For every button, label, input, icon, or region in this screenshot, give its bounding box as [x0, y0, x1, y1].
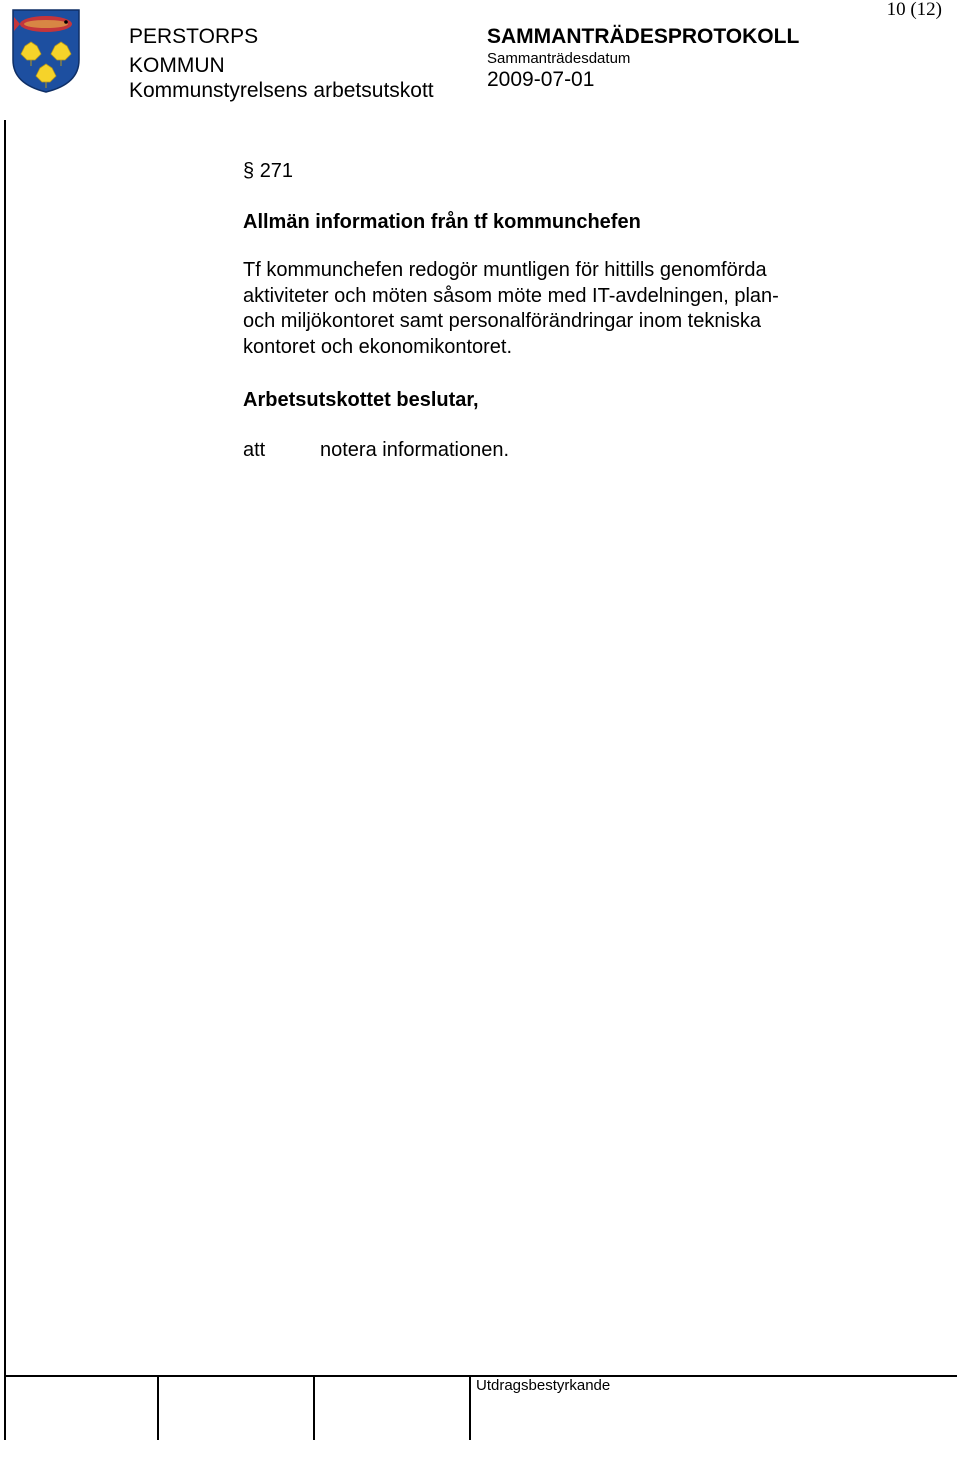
body-line: kontoret och ekonomikontoret.: [243, 335, 513, 358]
section-body: [243, 258, 883, 360]
meeting-date: 2009-07-01: [487, 68, 595, 91]
decision-att: att: [243, 439, 266, 461]
section-number: [243, 157, 293, 185]
extract-certification-label: Utdragsbestyrkande: [476, 1377, 611, 1394]
body-line: Tf kommunchefen redogör muntligen för hittills genomförda: [243, 259, 767, 281]
municipal-coat-of-arms-icon: [11, 8, 81, 94]
municipality-name-line2: KOMMUN: [129, 54, 225, 77]
left-margin-rule: [4, 120, 6, 1440]
document-title: SAMMANTRÄDESPROTOKOLL: [487, 25, 800, 48]
municipality-name: PERSTORPS: [129, 25, 259, 48]
signature-cell-divider: [157, 1376, 159, 1440]
body-line: och miljökontoret samt personalförändringar inom tekniska: [243, 310, 762, 332]
page-number: 10 (12): [886, 0, 942, 20]
body-line: aktiviteter och möten såsom möte med IT-avdelningen, plan-: [243, 284, 779, 307]
decision-heading: Arbetsutskottet beslutar,: [243, 389, 479, 411]
committee-name: Kommunstyrelsens arbetsutskott: [129, 79, 434, 102]
section-symbol: §: [243, 160, 255, 182]
meeting-date-label: Sammanträdesdatum: [487, 50, 631, 67]
section-number-value: 271: [259, 160, 294, 182]
section-heading: Allmän information från tf kommunchefen: [243, 211, 641, 233]
signature-cell-divider: [469, 1376, 471, 1440]
signature-cell-divider: [313, 1376, 315, 1440]
decision-text: notera informationen.: [320, 439, 510, 461]
